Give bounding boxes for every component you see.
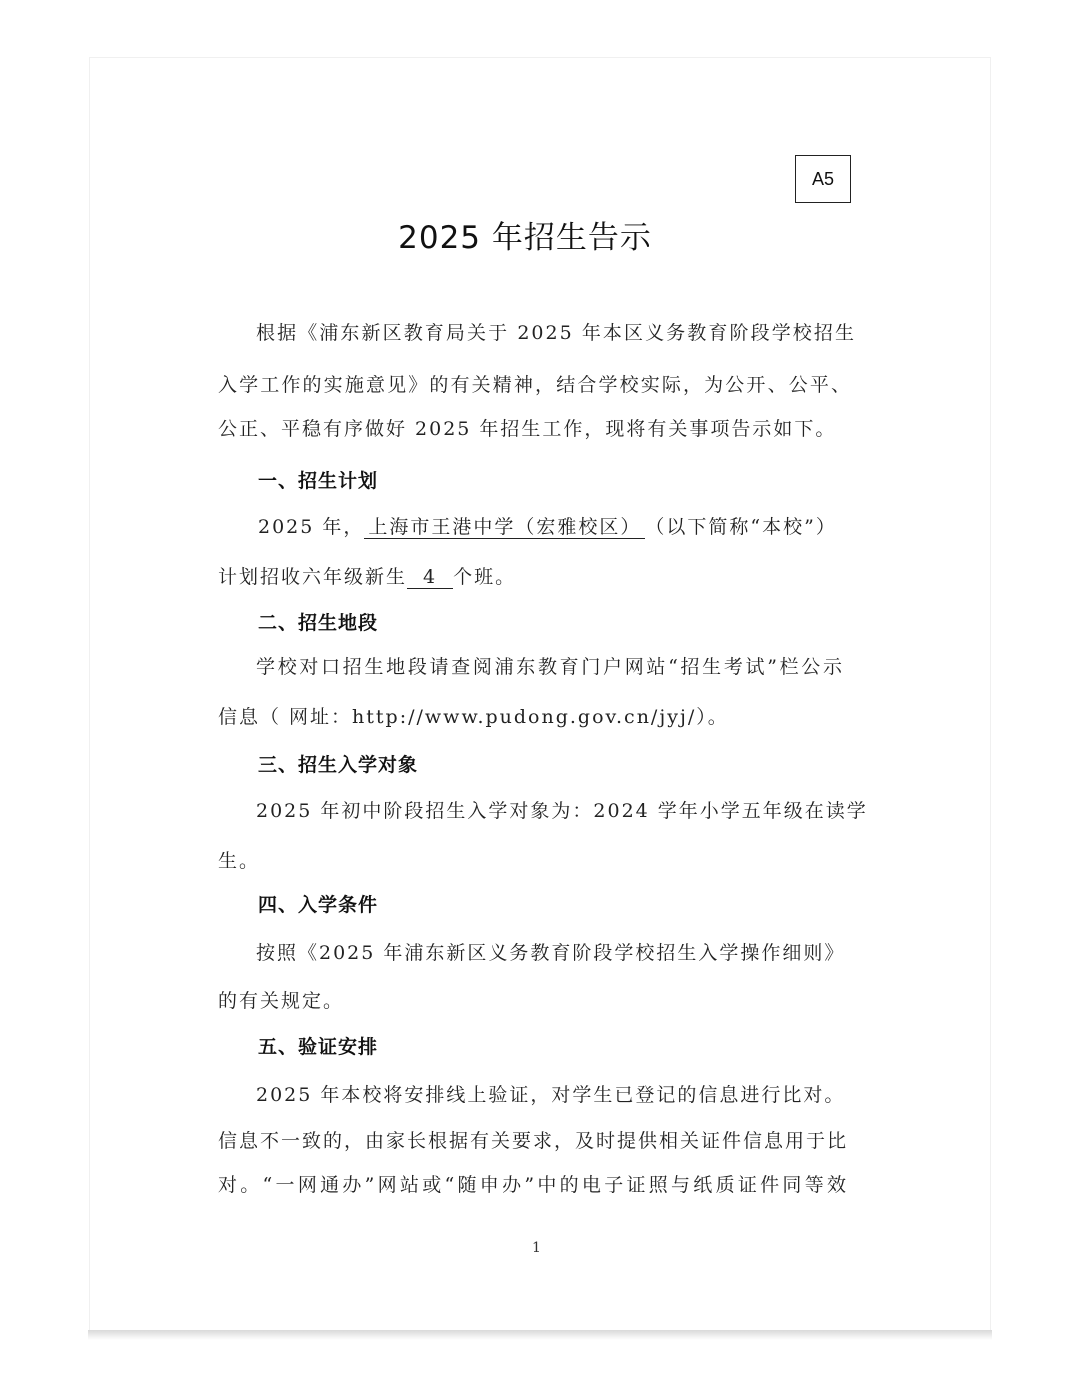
plan-year-text: 2025 年， (258, 516, 365, 538)
section-heading: 四、入学条件 (258, 894, 379, 916)
intro-line: 根据《浦东新区教育局关于 2025 年本区义务教育阶段学校招生 (256, 322, 856, 344)
plan-class-suffix: 个班。 (453, 566, 517, 588)
plan-line (218, 562, 858, 589)
page-number: 1 (532, 1240, 541, 1256)
body-line: 的有关规定。 (218, 990, 345, 1012)
intro-line: 公正、平稳有序做好 2025 年招生工作，现将有关事项告示如下。 (218, 418, 837, 440)
document-title: 2025 年招生告示 (398, 220, 652, 256)
body-line: 对。“一网通办”网站或“随申办”中的电子证照与纸质证件同等效 (218, 1174, 848, 1196)
document-code-box: A5 (795, 155, 851, 203)
body-line: 2025 年本校将安排线上验证，对学生已登记的信息进行比对。 (256, 1084, 846, 1106)
body-line: 按照《2025 年浦东新区义务教育阶段学校招生入学操作细则》 (256, 942, 846, 964)
body-line: 2025 年初中阶段招生入学对象为：2024 学年小学五年级在读学 (256, 800, 868, 822)
plan-line (258, 512, 898, 539)
body-line: 信息（ 网址：http://www.pudong.gov.cn/jyj/）。 (218, 706, 729, 728)
section-heading: 一、招生计划 (258, 470, 379, 492)
page-edge-shadow (88, 1330, 992, 1340)
section-heading: 二、招生地段 (258, 612, 379, 634)
section-heading: 五、验证安排 (258, 1036, 379, 1058)
body-line: 学校对口招生地段请查阅浦东教育门户网站“招生考试”栏公示 (256, 656, 844, 678)
section-heading: 三、招生入学对象 (258, 754, 419, 776)
school-name-fill: 上海市王港中学（宏雅校区） (364, 517, 645, 539)
intro-line: 入学工作的实施意见》的有关精神，结合学校实际，为公开、公平、 (218, 374, 852, 396)
body-line: 生。 (218, 850, 261, 872)
body-line: 信息不一致的，由家长根据有关要求，及时提供相关证件信息用于比 (218, 1130, 849, 1152)
plan-suffix-text: （以下简称“本校”） (645, 516, 837, 538)
class-count-fill: 4 (407, 567, 453, 589)
plan-class-prefix: 计划招收六年级新生 (218, 566, 408, 588)
